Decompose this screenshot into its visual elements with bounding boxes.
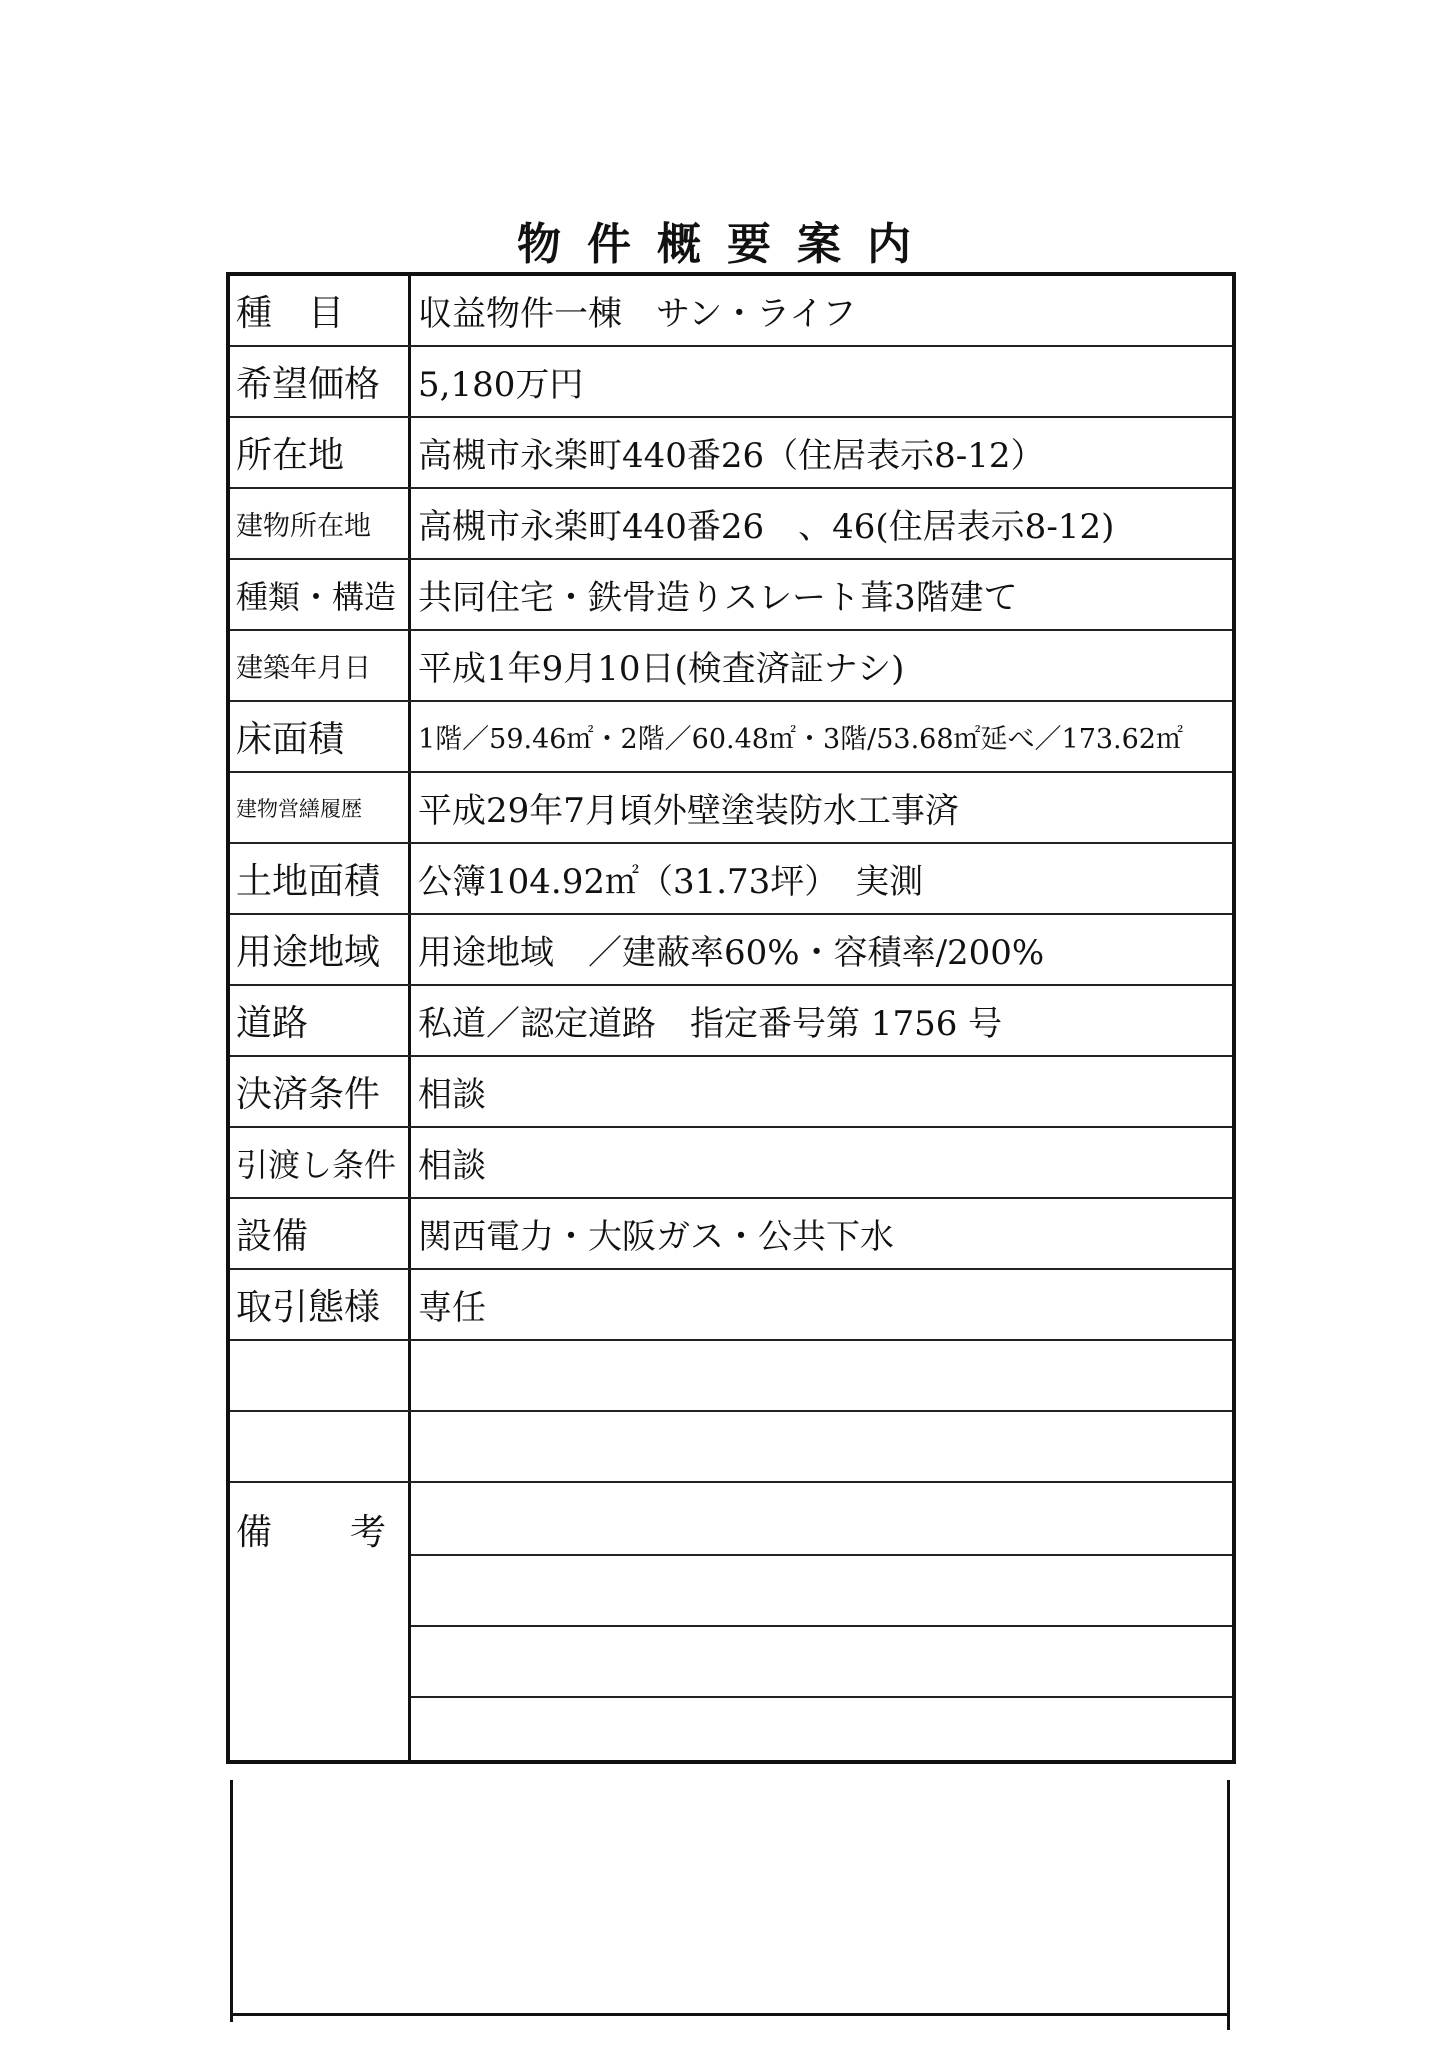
notes-label-char-2: 考 <box>349 1512 386 1553</box>
page-title: 物件概要案内 <box>517 219 937 270</box>
value-blank-2 <box>418 1412 1226 1481</box>
bottom-frame-bottom-edge <box>230 2013 1230 2016</box>
row-handover <box>230 1128 1232 1199</box>
label-repair-history: 建物営繕履歴 <box>236 796 362 821</box>
label-transaction-type: 取引態様 <box>236 1287 381 1328</box>
label-blank-1 <box>236 1341 404 1410</box>
row-blank-1 <box>230 1341 1232 1412</box>
value-price: 5,180万円 <box>418 365 584 405</box>
row-structure <box>230 560 1232 631</box>
row-land-area <box>230 844 1232 915</box>
value-settlement: 相談 <box>418 1075 486 1115</box>
value-built-date: 平成1年9月10日(検査済証ナシ) <box>418 649 905 689</box>
value-structure: 共同住宅・鉄骨造りスレート葺3階建て <box>418 578 1018 618</box>
row-price <box>230 347 1232 418</box>
notes-label-char-1: 備 <box>236 1512 273 1553</box>
value-land-area: 公簿104.92㎡（31.73坪） 実測 <box>418 862 924 902</box>
row-category <box>230 276 1232 347</box>
label-category: 種 目 <box>236 293 345 334</box>
notes-line <box>411 1554 1232 1556</box>
value-location: 高槻市永楽町440番26（住居表示8-12） <box>418 436 1045 476</box>
label-facilities: 設備 <box>236 1216 309 1257</box>
value-transaction-type: 専任 <box>418 1288 486 1328</box>
notes-label <box>236 1504 386 1555</box>
value-building-location: 高槻市永楽町440番26 、46(住居表示8-12) <box>418 507 1115 547</box>
value-road: 私道／認定道路 指定番号第 1756 号 <box>418 1004 1003 1044</box>
label-built-date: 建築年月日 <box>236 653 371 684</box>
row-blank-2 <box>230 1412 1232 1483</box>
value-facilities: 関西電力・大阪ガス・公共下水 <box>418 1217 894 1257</box>
row-building-location <box>230 489 1232 560</box>
label-blank-2 <box>236 1412 404 1481</box>
notes-line <box>411 1625 1232 1627</box>
label-zoning: 用途地域 <box>236 932 381 973</box>
label-settlement: 決済条件 <box>236 1074 381 1115</box>
row-repair-history <box>230 773 1232 844</box>
property-summary-table <box>226 272 1236 1764</box>
label-location: 所在地 <box>236 435 345 476</box>
row-zoning <box>230 915 1232 986</box>
value-handover: 相談 <box>418 1146 486 1186</box>
label-price: 希望価格 <box>236 364 381 405</box>
value-zoning: 用途地域 ／建蔽率60%・容積率/200% <box>418 933 1045 973</box>
bottom-frame-left-edge <box>230 1780 233 2022</box>
row-facilities <box>230 1199 1232 1270</box>
row-floor-area <box>230 702 1232 773</box>
row-settlement <box>230 1057 1232 1128</box>
row-location <box>230 418 1232 489</box>
label-land-area: 土地面積 <box>236 861 381 902</box>
label-handover: 引渡し条件 <box>236 1145 397 1184</box>
value-repair-history: 平成29年7月頃外壁塗装防水工事済 <box>418 791 959 831</box>
bottom-frame-right-edge <box>1227 1780 1230 2030</box>
value-category: 収益物件一棟 サン・ライフ <box>418 294 857 334</box>
label-road: 道路 <box>236 1003 309 1044</box>
label-structure: 種類・構造 <box>236 577 397 616</box>
row-road <box>230 986 1232 1057</box>
bottom-frame <box>230 1780 1230 2030</box>
notes-line <box>411 1696 1232 1698</box>
value-blank-1 <box>418 1341 1226 1410</box>
row-built-date <box>230 631 1232 702</box>
label-building-location: 建物所在地 <box>236 511 371 542</box>
value-floor-area: 1階／59.46㎡・2階／60.48㎡・3階/53.68㎡延べ／173.62㎡ <box>418 724 1183 755</box>
label-floor-area: 床面積 <box>236 719 345 760</box>
row-transaction-type <box>230 1270 1232 1341</box>
